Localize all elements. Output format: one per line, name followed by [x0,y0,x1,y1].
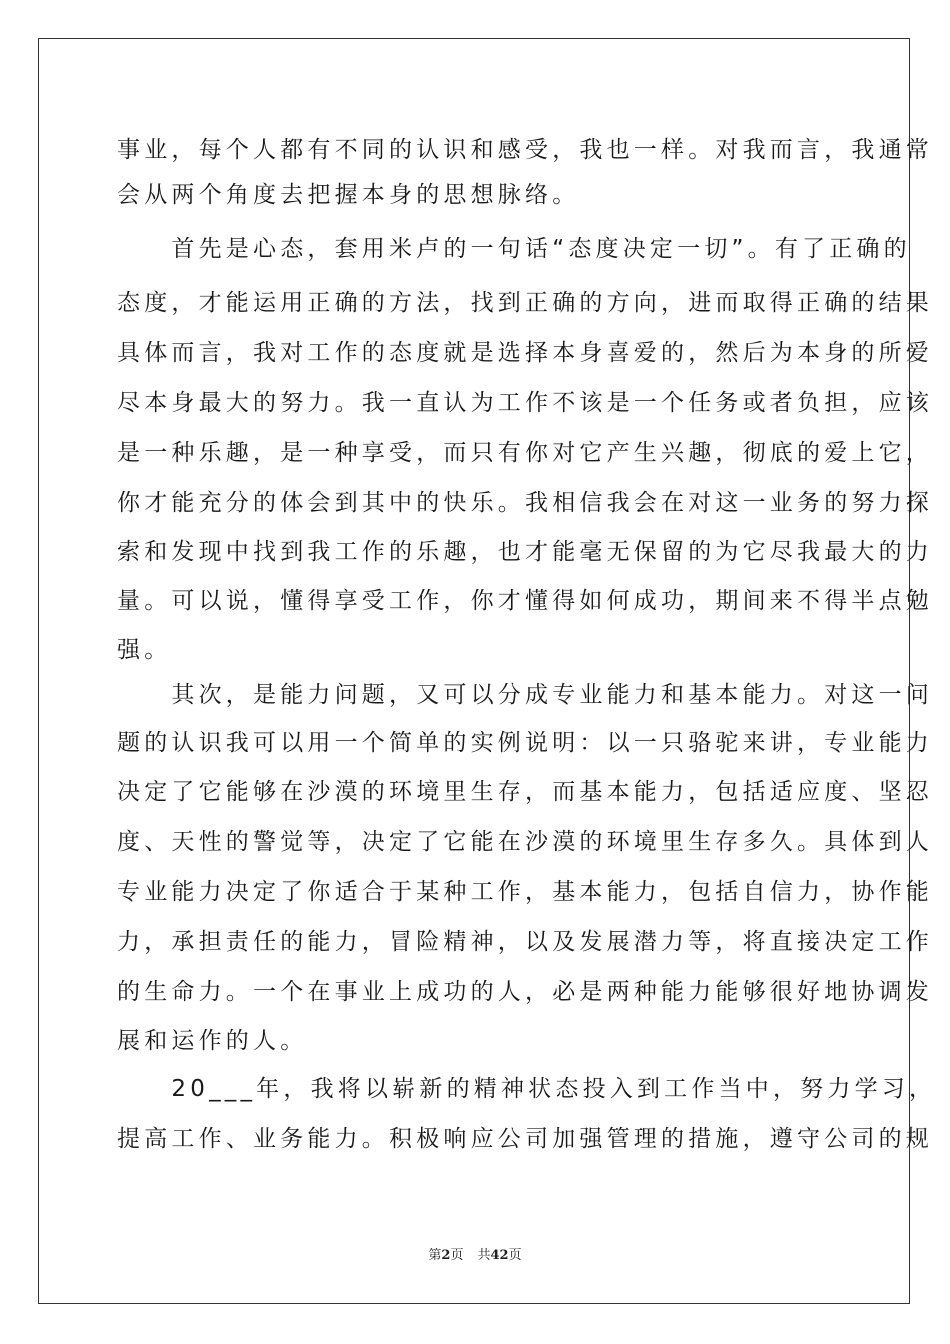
text-line: 度、天性的警觉等，决定了它能在沙漠的环境里生存多久。具体到人 [117,829,933,855]
page-number: 2 [441,1248,451,1263]
total-pages: 42 [490,1248,509,1263]
text-line: 题的认识我可以用一个简单的实例说明：以一只骆驼来讲，专业能力 [117,730,933,756]
text-line: 尽本身最大的努力。我一直认为工作不该是一个任务或者负担，应该 [117,390,933,416]
text-line: 的生命力。一个在事业上成功的人，必是两种能力能够很好地协调发 [117,979,933,1005]
text-line: 20___年，我将以崭新的精神状态投入到工作当中，努力学习， [117,1076,937,1102]
page-footer [0,1244,950,1263]
text-line: 是一种乐趣，是一种享受，而只有你对它产生兴趣，彻底的爱上它， [117,440,933,466]
text-line: 索和发现中找到我工作的乐趣，也才能毫无保留的为它尽我最大的力 [117,539,933,565]
page-suffix: 页 [450,1248,464,1263]
text-line: 事业，每个人都有不同的认识和感受，我也一样。对我而言，我通常 [117,137,933,163]
total-suffix: 页 [508,1248,522,1263]
page-prefix: 第 [428,1248,442,1263]
page-frame [38,38,937,1304]
text-line: 态度，才能运用正确的方法，找到正确的方向，进而取得正确的结果 [117,290,933,316]
text-line: 其次，是能力问题，又可以分成专业能力和基本能力。对这一问 [117,682,933,708]
text-line: 首先是心态，套用米卢的一句话“态度决定一切”。有了正确的 [117,236,911,262]
text-line: 量。可以说，懂得享受工作，你才懂得如何成功，期间来不得半点勉 [117,588,933,614]
text-line: 具体而言，我对工作的态度就是选择本身喜爱的，然后为本身的所爱 [117,340,933,366]
text-line: 决定了它能够在沙漠的环境里生存，而基本能力，包括适应度、坚忍 [117,779,933,805]
text-line: 展和运作的人。 [117,1028,308,1054]
text-line: 提高工作、业务能力。积极响应公司加强管理的措施，遵守公司的规 [117,1126,933,1152]
text-line: 你才能充分的体会到其中的快乐。我相信我会在对这一业务的努力探 [117,490,933,516]
text-line: 专业能力决定了你适合于某种工作，基本能力，包括自信力，协作能 [117,879,933,905]
text-line: 力，承担责任的能力，冒险精神，以及发展潜力等，将直接决定工作 [117,929,933,955]
text-line: 强。 [117,637,172,663]
total-prefix: 共 [477,1248,491,1263]
text-line: 会从两个角度去把握本身的思想脉络。 [117,182,580,208]
